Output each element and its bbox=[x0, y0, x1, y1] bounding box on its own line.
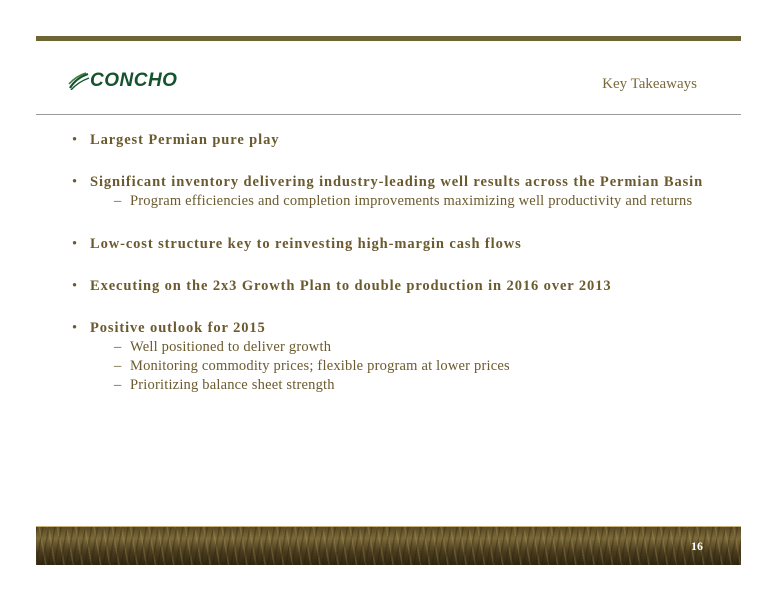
sub-bullet-list bbox=[72, 338, 712, 395]
dash-icon: – bbox=[114, 339, 122, 355]
sub-bullet-text: Monitoring commodity prices; flexible program at lower prices bbox=[130, 358, 510, 374]
bullet-item bbox=[72, 173, 712, 191]
bullet-text: Significant inventory delivering industry-leading well results across the Permian Basin bbox=[90, 174, 704, 190]
concho-logo bbox=[68, 70, 198, 92]
sub-bullet-item bbox=[72, 338, 712, 357]
slide-title: Key Takeaways bbox=[602, 76, 697, 92]
bullet-dot-icon: • bbox=[72, 278, 78, 294]
header-divider bbox=[36, 114, 741, 115]
bullet-dot-icon: • bbox=[72, 132, 78, 148]
sub-bullet-item bbox=[72, 376, 712, 395]
sub-bullet-text: Prioritizing balance sheet strength bbox=[130, 377, 335, 393]
bullet-dot-icon: • bbox=[72, 174, 78, 190]
sub-bullet-list bbox=[72, 192, 712, 211]
bullet-text: Largest Permian pure play bbox=[90, 132, 280, 148]
bullet-item bbox=[72, 235, 712, 253]
slide-content bbox=[72, 131, 712, 395]
bullet-text: Executing on the 2x3 Growth Plan to double production in 2016 over 2013 bbox=[90, 278, 612, 294]
top-accent-bar bbox=[36, 36, 741, 41]
dash-icon: – bbox=[114, 193, 122, 209]
bullet-text: Low-cost structure key to reinvesting high-margin cash flows bbox=[90, 236, 522, 252]
concho-swoosh-icon bbox=[68, 72, 90, 90]
bullet-item bbox=[72, 319, 712, 337]
sub-bullet-item bbox=[72, 192, 712, 211]
bullet-dot-icon: • bbox=[72, 236, 78, 252]
page-number: 16 bbox=[691, 539, 703, 553]
bullet-dot-icon: • bbox=[72, 320, 78, 336]
bullet-text: Positive outlook for 2015 bbox=[90, 320, 266, 336]
bullet-item bbox=[72, 277, 712, 295]
sub-bullet-item bbox=[72, 357, 712, 376]
dash-icon: – bbox=[114, 377, 122, 393]
sub-bullet-text: Well positioned to deliver growth bbox=[130, 339, 332, 355]
footer-landscape-banner bbox=[36, 526, 741, 565]
sub-bullet-text: Program efficiencies and completion improvements maximizing well productivity and returns bbox=[130, 193, 693, 209]
logo-text: CONCHO bbox=[90, 70, 178, 91]
bullet-item bbox=[72, 131, 712, 149]
dash-icon: – bbox=[114, 358, 122, 374]
